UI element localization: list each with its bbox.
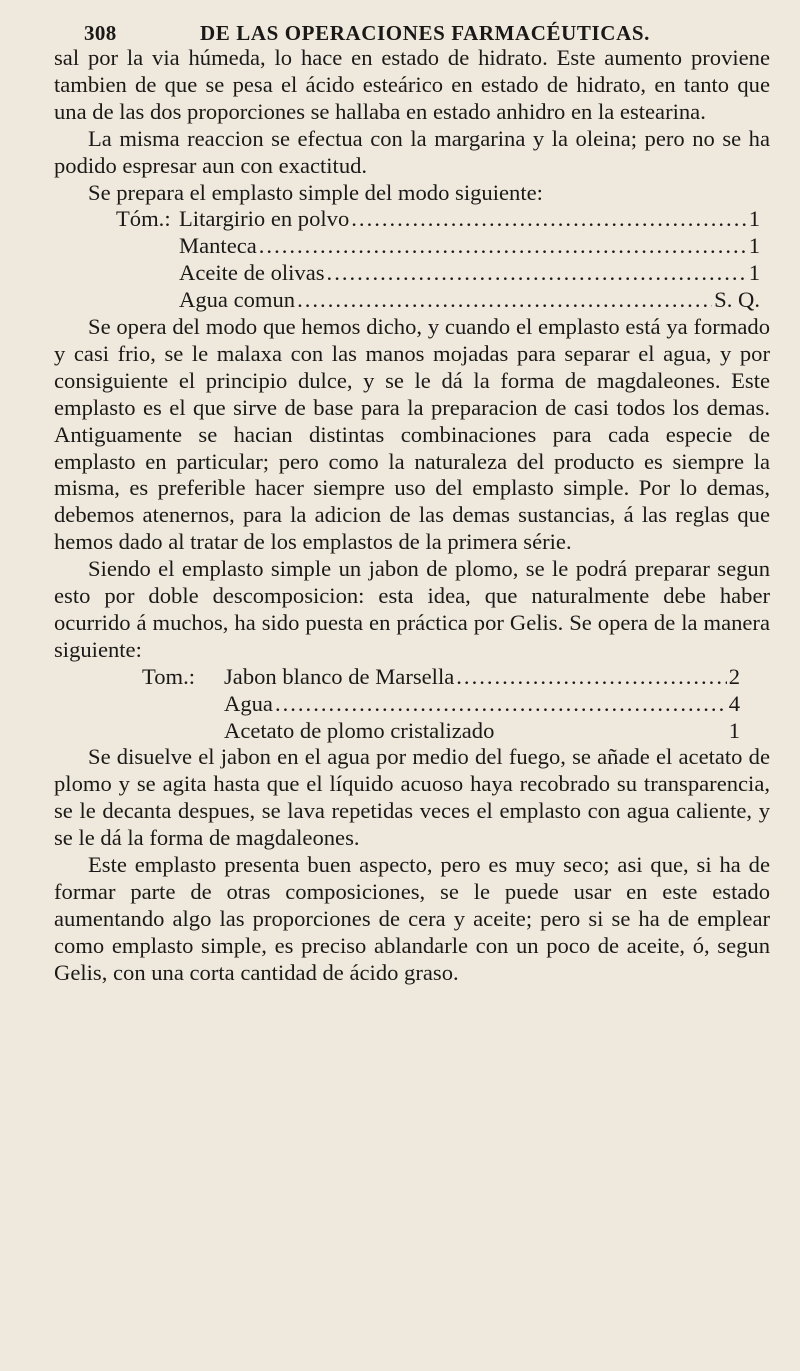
page-number: 308 <box>84 21 117 45</box>
recipe-item <box>142 664 740 691</box>
ingredient-name: Jabon blanco de Marsella <box>224 663 455 689</box>
leader-dots <box>297 287 712 314</box>
ingredient-name: Litargirio en polvo <box>179 206 350 232</box>
paragraph: La misma reaccion se efectua con la margarina y la oleina; pero no se ha podido espresar aun con exactitud. <box>54 125 770 178</box>
leader-dots <box>351 206 746 233</box>
recipe-item <box>116 206 760 233</box>
recipe-lead: Tóm.: <box>116 206 171 232</box>
ingredient-quantity: 1 <box>748 260 760 286</box>
running-title: DE LAS OPERACIONES FARMACÉUTICAS. <box>200 21 650 45</box>
paragraph: Siendo el emplasto simple un jabon de plomo, se le podrá preparar segun esto por doble descomposicion: esta idea, que naturalmente debe haber ocurrido á muchos, ha sido puesta en práctica por Gelis. Se opera de la manera siguiente: <box>54 556 770 662</box>
recipe-item <box>142 718 740 745</box>
paragraph: Se opera del modo que hemos dicho, y cuando el emplasto está ya formado y casi frio, se le malaxa con las manos mojadas para separar el agua, y por consiguiente el principio dulce, y se le dá la forma de magdaleones. Este emplasto es el que sirve de base para la preparacion de casi todos los demas. Antiguamente se hacian distintas combinaciones para cada especie de emplasto en particular; pero como la naturaleza del producto es siempre la misma, es preferible hacer siempre uso del emplasto simple. Por lo demas, debemos atenernos, para la adicion de las demas sustancias, á las reglas que hemos dado al tratar de los emplastos de la primera série. <box>54 314 770 555</box>
leader-dots <box>327 260 747 287</box>
recipe-gelis-plaster <box>54 664 740 745</box>
ingredient-name: Agua comun <box>179 287 296 313</box>
ingredient-quantity: 1 <box>728 717 740 743</box>
ingredient-quantity: 1 <box>748 206 760 232</box>
paragraph: Se disuelve el jabon en el agua por medio del fuego, se añade el acetato de plomo y se agita hasta que el líquido acuoso haya recobrado su transparencia, se le decanta despues, se lava repetidas veces el emplasto con agua caliente, y se le dá la forma de magdaleones. <box>54 744 770 851</box>
ingredient-name: Aceite de olivas <box>179 260 325 286</box>
ingredient-name: Manteca <box>179 233 257 259</box>
ingredient-name: Acetato de plomo cristalizado <box>224 717 495 743</box>
running-head <box>84 20 744 44</box>
leader-dots <box>456 664 726 691</box>
ingredient-quantity: 4 <box>728 690 740 716</box>
recipe-simple-plaster <box>54 206 760 314</box>
ingredient-name: Agua <box>224 690 273 716</box>
ingredient-quantity: S. Q. <box>714 287 760 313</box>
recipe-item <box>116 287 760 314</box>
paragraph: Este emplasto presenta buen aspecto, pero es muy seco; asi que, si ha de formar parte de otras composiciones, se le puede usar en este estado aumentando algo las proporciones de cera y aceite; pero si se ha de emplear como emplasto simple, es preciso ablandarle con un poco de aceite, ó, segun Gelis, con una corta cantidad de ácido graso. <box>54 852 770 985</box>
page-body <box>54 45 770 987</box>
leader-dots <box>259 233 747 260</box>
leader-dots <box>275 691 727 718</box>
recipe-item <box>116 233 760 260</box>
paragraph: sal por la via húmeda, lo hace en estado de hidrato. Este aumento proviene tambien de que se pesa el ácido esteárico en estado de hidrato, en tanto que una de las dos proporciones se hallaba en estado anhidro en la estearina. <box>54 45 770 124</box>
recipe-lead: Tom.: <box>142 663 196 689</box>
recipe-item <box>142 691 740 718</box>
paragraph: Se prepara el emplasto simple del modo siguiente: <box>88 179 543 205</box>
recipe-item <box>116 260 760 287</box>
ingredient-quantity: 1 <box>748 233 760 259</box>
ingredient-quantity: 2 <box>728 663 740 689</box>
